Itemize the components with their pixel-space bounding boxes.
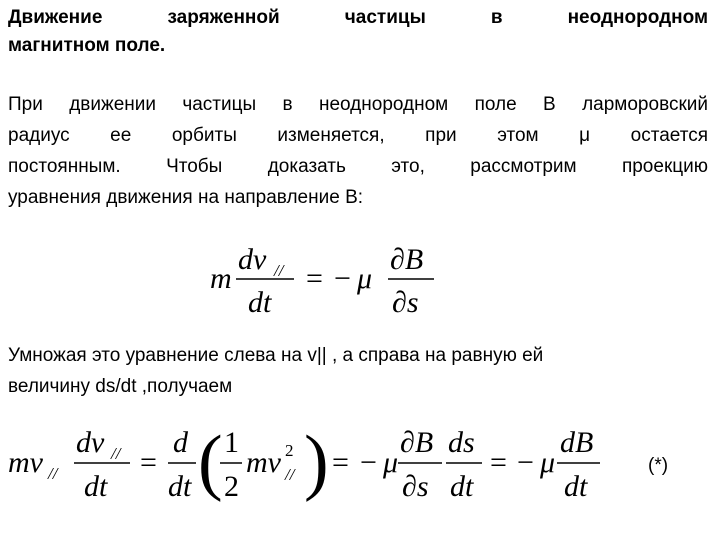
eq2-dB-total: dB [560,426,594,459]
title-word: Движение [8,7,103,28]
eq2-dt-3: dt [450,470,474,503]
eq2-equals-3: = [490,446,507,479]
eq2-dv-sub: // [111,444,121,463]
eq2-mv-sub: // [48,464,58,483]
eq2-mv2-sup: 2 [285,441,294,460]
paragraph-1-line-1: При движении частицы в неоднородном поле B ларморовский [8,94,708,115]
title-line-1 [8,7,708,29]
eq2-ds-partial: ∂s [402,470,429,503]
title-word: частицы [344,7,426,28]
eq2-dt-4: dt [564,470,588,503]
eq1-dt: dt [248,286,272,319]
title-word: заряженной [167,7,280,28]
eq2-mv2-sub: // [285,465,295,484]
eq2-rparen: ) [304,421,329,503]
eq2-equals-2: = [332,446,349,479]
title-word: в [490,7,503,28]
title-word: неоднородном [567,7,709,28]
paragraph-1-line-2: радиус ее орбиты изменяется, при этом μ остается [8,125,708,146]
title-line-2: магнитном поле. [8,35,166,56]
eq1-equals: = [306,262,323,295]
eq2-mv2: mv [246,446,281,479]
paragraph-2-line-1: Умножая это уравнение слева на v|| , а справа на равную ей [8,345,544,366]
eq1-mu: μ [357,262,373,295]
eq1-m: m [210,262,232,295]
eq2-equals-1: = [140,446,157,479]
eq2-dv: dv [76,426,105,459]
eq2-minus-1: − [360,446,377,479]
equation-marker: (*) [648,455,669,476]
equation-1 [200,236,450,322]
eq2-mv: mv [8,446,43,479]
eq2-dB: ∂B [400,426,434,459]
eq2-two: 2 [224,470,239,503]
eq1-dv-sub: // [274,261,284,280]
eq1-minus: − [334,262,351,295]
paragraph-1-line-3: постоянным. Чтобы доказать это, рассмотрим проекцию [8,156,708,177]
eq1-ds: ∂s [392,286,419,319]
equation-2 [4,418,644,504]
eq2-mu-2: μ [540,446,556,479]
eq1-dB: ∂B [390,243,424,276]
eq2-one: 1 [224,426,239,459]
paragraph-1-line-4: уравнения движения на направление B: [8,187,364,208]
eq2-lparen: ( [198,421,223,503]
eq1-dv: dv [238,243,267,276]
eq2-dt-2: dt [168,470,192,503]
eq2-d: d [173,426,188,459]
eq2-minus-2: − [517,446,534,479]
eq2-ds: ds [448,426,475,459]
eq2-dt-1: dt [84,470,108,503]
eq2-mu-1: μ [383,446,399,479]
paragraph-2-line-2: величину ds/dt ,получаем [8,376,233,397]
